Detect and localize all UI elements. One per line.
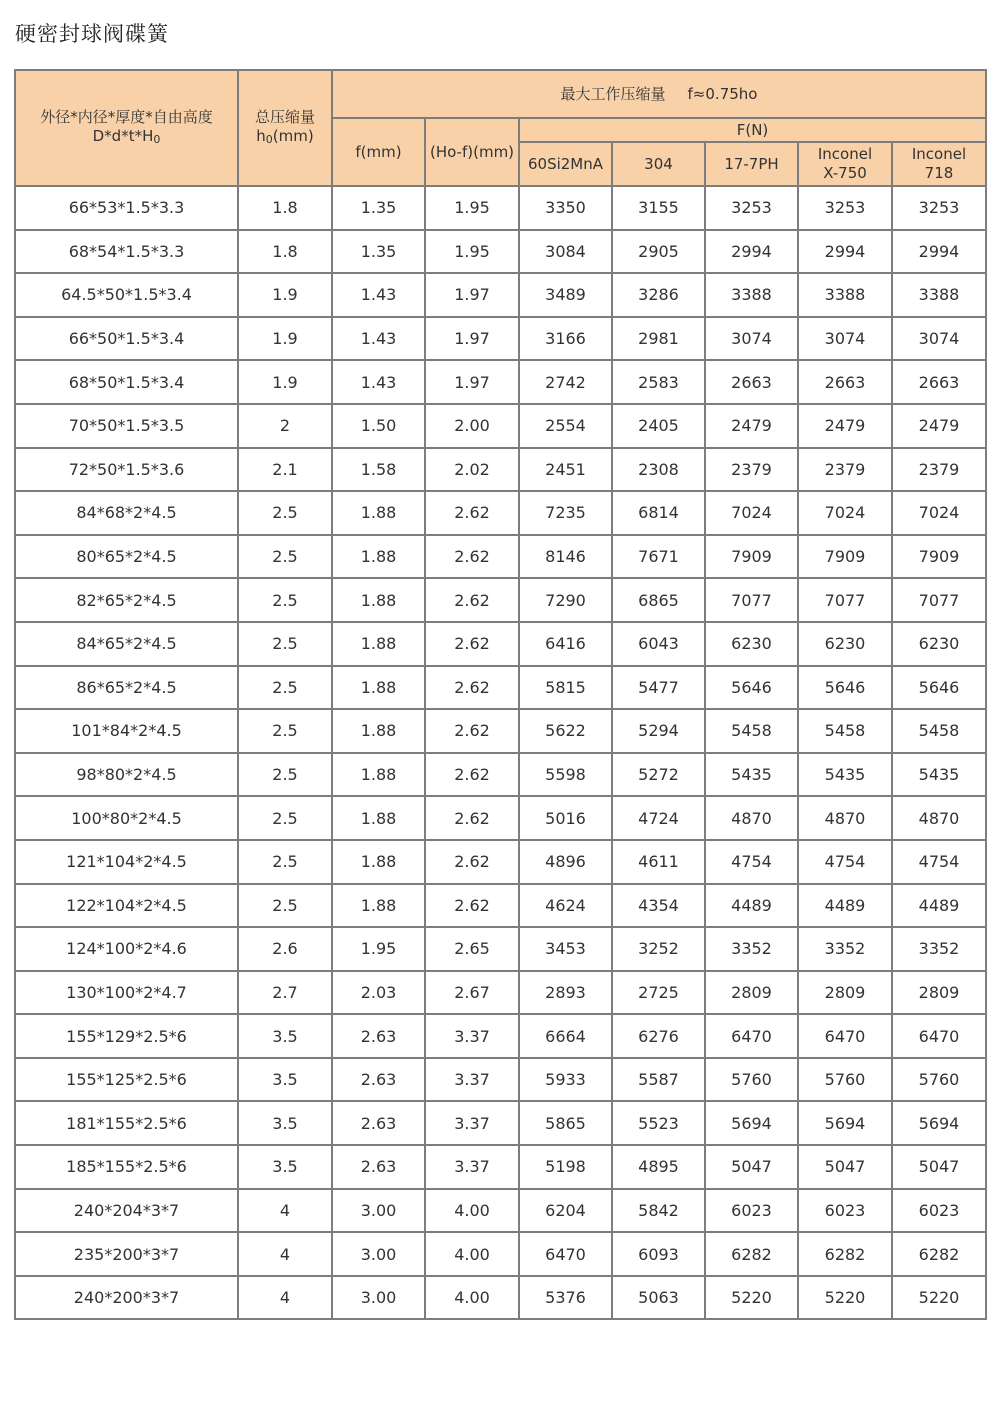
- header-material: [705, 142, 798, 186]
- table-row: [15, 1232, 986, 1276]
- table-cell: 2554: [519, 404, 612, 448]
- table-cell: 4: [238, 1232, 332, 1276]
- table-cell: 3.00: [332, 1232, 425, 1276]
- table-cell: 2.00: [425, 404, 519, 448]
- table-cell: 2379: [798, 448, 892, 492]
- table-cell: 1.95: [425, 186, 519, 230]
- table-cell: 235*200*3*7: [15, 1232, 238, 1276]
- table-cell: 6023: [892, 1189, 986, 1233]
- table-cell: 3388: [798, 273, 892, 317]
- table-cell: 4724: [612, 796, 705, 840]
- table-cell: 4: [238, 1189, 332, 1233]
- header-total-compression-line1: 总压缩量: [254, 107, 315, 126]
- table-cell: 3388: [892, 273, 986, 317]
- table-cell: 84*68*2*4.5: [15, 491, 238, 535]
- table-cell: 1.8: [238, 186, 332, 230]
- table-cell: 5220: [798, 1276, 892, 1320]
- table-cell: 5272: [612, 753, 705, 797]
- table-cell: 121*104*2*4.5: [15, 840, 238, 884]
- header-row-1: [15, 70, 986, 118]
- header-max-working-compression: [332, 70, 986, 118]
- table-cell: 2905: [612, 230, 705, 274]
- table-cell: 4624: [519, 884, 612, 928]
- table-cell: 2809: [798, 971, 892, 1015]
- table-cell: 5815: [519, 666, 612, 710]
- table-cell: 2.5: [238, 535, 332, 579]
- header-dimensions-line2: [16, 127, 237, 149]
- table-cell: 3286: [612, 273, 705, 317]
- table-cell: 1.8: [238, 230, 332, 274]
- table-cell: 5435: [892, 753, 986, 797]
- table-cell: 3253: [892, 186, 986, 230]
- table-row: [15, 1014, 986, 1058]
- table-cell: 98*80*2*4.5: [15, 753, 238, 797]
- table-cell: 1.9: [238, 360, 332, 404]
- table-cell: 3352: [892, 927, 986, 971]
- table-row: [15, 840, 986, 884]
- table-cell: 6023: [705, 1189, 798, 1233]
- table-cell: 2.62: [425, 796, 519, 840]
- table-row: [15, 1058, 986, 1102]
- table-cell: 3.37: [425, 1058, 519, 1102]
- table-row: [15, 186, 986, 230]
- table-cell: 4754: [705, 840, 798, 884]
- table-cell: 5646: [798, 666, 892, 710]
- table-cell: 1.43: [332, 273, 425, 317]
- table-cell: 7909: [705, 535, 798, 579]
- table-cell: 1.50: [332, 404, 425, 448]
- table-cell: 80*65*2*4.5: [15, 535, 238, 579]
- table-cell: 7024: [705, 491, 798, 535]
- table-cell: 3.37: [425, 1014, 519, 1058]
- table-cell: 6470: [519, 1232, 612, 1276]
- table-cell: 6230: [705, 622, 798, 666]
- table-row: [15, 1189, 986, 1233]
- table-cell: 1.88: [332, 622, 425, 666]
- table-cell: 3.5: [238, 1101, 332, 1145]
- header-total-compression-prefix: h: [256, 126, 266, 145]
- table-cell: 4870: [705, 796, 798, 840]
- table-cell: 2.5: [238, 491, 332, 535]
- table-cell: 5047: [798, 1145, 892, 1189]
- table-cell: 3166: [519, 317, 612, 361]
- table-cell: 6664: [519, 1014, 612, 1058]
- table-cell: 86*65*2*4.5: [15, 666, 238, 710]
- table-cell: 185*155*2.5*6: [15, 1145, 238, 1189]
- table-cell: 2.63: [332, 1014, 425, 1058]
- table-cell: 4.00: [425, 1189, 519, 1233]
- table-cell: 5435: [705, 753, 798, 797]
- table-cell: 68*54*1.5*3.3: [15, 230, 238, 274]
- table-cell: 2742: [519, 360, 612, 404]
- table-cell: 68*50*1.5*3.4: [15, 360, 238, 404]
- table-cell: 1.88: [332, 840, 425, 884]
- table-cell: 2893: [519, 971, 612, 1015]
- table-cell: 8146: [519, 535, 612, 579]
- table-cell: 1.58: [332, 448, 425, 492]
- table-cell: 64.5*50*1.5*3.4: [15, 273, 238, 317]
- material-line1: 304: [644, 154, 673, 173]
- table-cell: 6276: [612, 1014, 705, 1058]
- table-cell: 4870: [892, 796, 986, 840]
- table-cell: 3352: [798, 927, 892, 971]
- table-cell: 3.00: [332, 1276, 425, 1320]
- table-cell: 100*80*2*4.5: [15, 796, 238, 840]
- table-cell: 1.97: [425, 360, 519, 404]
- table-cell: 1.97: [425, 317, 519, 361]
- table-cell: 3253: [705, 186, 798, 230]
- table-cell: 3350: [519, 186, 612, 230]
- table-cell: 2.5: [238, 884, 332, 928]
- table-cell: 101*84*2*4.5: [15, 709, 238, 753]
- table-row: [15, 1101, 986, 1145]
- table-cell: 7024: [892, 491, 986, 535]
- table-row: [15, 971, 986, 1015]
- table-row: [15, 666, 986, 710]
- table-row: [15, 360, 986, 404]
- table-cell: 2308: [612, 448, 705, 492]
- table-cell: 1.35: [332, 186, 425, 230]
- table-cell: 5598: [519, 753, 612, 797]
- header-material: [519, 142, 612, 186]
- table-cell: 66*50*1.5*3.4: [15, 317, 238, 361]
- table-cell: 7235: [519, 491, 612, 535]
- table-cell: 4: [238, 1276, 332, 1320]
- table-cell: 5646: [892, 666, 986, 710]
- material-line2: X-750: [823, 164, 867, 182]
- table-cell: 3253: [798, 186, 892, 230]
- table-cell: 1.9: [238, 317, 332, 361]
- table-cell: 6470: [705, 1014, 798, 1058]
- table-cell: 5865: [519, 1101, 612, 1145]
- table-cell: 2809: [705, 971, 798, 1015]
- table-cell: 1.95: [332, 927, 425, 971]
- table-row: [15, 448, 986, 492]
- table-cell: 72*50*1.5*3.6: [15, 448, 238, 492]
- header-total-compression: [238, 70, 332, 186]
- material-line1: Inconel: [911, 145, 967, 163]
- table-cell: 5198: [519, 1145, 612, 1189]
- table-cell: 5622: [519, 709, 612, 753]
- table-cell: 3352: [705, 927, 798, 971]
- table-cell: 2.1: [238, 448, 332, 492]
- table-cell: 4896: [519, 840, 612, 884]
- table-cell: 2379: [892, 448, 986, 492]
- table-cell: 1.88: [332, 578, 425, 622]
- table-cell: 1.88: [332, 796, 425, 840]
- table-cell: 6470: [798, 1014, 892, 1058]
- table-cell: 6416: [519, 622, 612, 666]
- table-cell: 2.5: [238, 796, 332, 840]
- table-cell: 2994: [705, 230, 798, 274]
- table-cell: 5376: [519, 1276, 612, 1320]
- header-total-compression-line2: [239, 127, 331, 149]
- table-cell: 5458: [798, 709, 892, 753]
- table-cell: 240*200*3*7: [15, 1276, 238, 1320]
- header-dimensions-line1: 外径*内径*厚度*自由高度: [40, 107, 213, 126]
- table-cell: 1.88: [332, 491, 425, 535]
- table-cell: 5458: [705, 709, 798, 753]
- table-cell: 6204: [519, 1189, 612, 1233]
- table-cell: 2.62: [425, 840, 519, 884]
- table-cell: 5458: [892, 709, 986, 753]
- table-cell: 5220: [705, 1276, 798, 1320]
- table-cell: 1.95: [425, 230, 519, 274]
- table-cell: 3.5: [238, 1145, 332, 1189]
- header-max-working-formula: f≈0.75ho: [687, 84, 758, 103]
- disc-spring-spec-table: [14, 69, 987, 1320]
- material-line1: 17-7PH: [724, 154, 779, 173]
- table-cell: 2.02: [425, 448, 519, 492]
- header-force: F(N): [519, 118, 986, 142]
- table-cell: 2994: [892, 230, 986, 274]
- table-cell: 5523: [612, 1101, 705, 1145]
- table-cell: 2663: [892, 360, 986, 404]
- table-cell: 181*155*2.5*6: [15, 1101, 238, 1145]
- table-cell: 2.5: [238, 840, 332, 884]
- table-header: [15, 70, 986, 186]
- table-cell: 7290: [519, 578, 612, 622]
- table-cell: 240*204*3*7: [15, 1189, 238, 1233]
- table-cell: 4870: [798, 796, 892, 840]
- table-cell: 6470: [892, 1014, 986, 1058]
- table-cell: 1.88: [332, 535, 425, 579]
- table-row: [15, 404, 986, 448]
- table-cell: 4489: [705, 884, 798, 928]
- table-row: [15, 317, 986, 361]
- table-cell: 122*104*2*4.5: [15, 884, 238, 928]
- table-cell: 130*100*2*4.7: [15, 971, 238, 1015]
- table-cell: 3388: [705, 273, 798, 317]
- header-dimensions: [15, 70, 238, 186]
- header-max-working-label: 最大工作压缩量: [560, 84, 666, 103]
- table-cell: 2994: [798, 230, 892, 274]
- header-material: [798, 142, 892, 186]
- table-cell: 2.62: [425, 622, 519, 666]
- table-cell: 1.88: [332, 666, 425, 710]
- table-cell: 2663: [798, 360, 892, 404]
- table-cell: 1.9: [238, 273, 332, 317]
- table-cell: 5047: [705, 1145, 798, 1189]
- table-cell: 3.5: [238, 1058, 332, 1102]
- table-row: [15, 1276, 986, 1320]
- table-cell: 2981: [612, 317, 705, 361]
- table-cell: 6043: [612, 622, 705, 666]
- table-cell: 2.5: [238, 753, 332, 797]
- table-cell: 84*65*2*4.5: [15, 622, 238, 666]
- header-total-compression-suffix: (mm): [272, 126, 314, 145]
- table-cell: 3252: [612, 927, 705, 971]
- table-cell: 4611: [612, 840, 705, 884]
- header-ho-minus-f: (Ho-f)(mm): [425, 118, 519, 186]
- material-line1: 60Si2MnA: [527, 154, 604, 173]
- table-cell: 2479: [892, 404, 986, 448]
- table-cell: 4754: [892, 840, 986, 884]
- table-cell: 5435: [798, 753, 892, 797]
- table-row: [15, 491, 986, 535]
- table-row: [15, 709, 986, 753]
- table-cell: 7024: [798, 491, 892, 535]
- table-cell: 6230: [892, 622, 986, 666]
- table-cell: 2.03: [332, 971, 425, 1015]
- table-cell: 3074: [798, 317, 892, 361]
- table-cell: 5063: [612, 1276, 705, 1320]
- table-cell: 1.88: [332, 709, 425, 753]
- table-cell: 2.63: [332, 1058, 425, 1102]
- table-cell: 4489: [892, 884, 986, 928]
- material-line1: Inconel: [817, 145, 873, 163]
- table-cell: 5694: [798, 1101, 892, 1145]
- table-cell: 2.67: [425, 971, 519, 1015]
- table-cell: 7909: [892, 535, 986, 579]
- table-row: [15, 622, 986, 666]
- table-cell: 7077: [705, 578, 798, 622]
- table-cell: 70*50*1.5*3.5: [15, 404, 238, 448]
- table-cell: 2.62: [425, 491, 519, 535]
- table-cell: 7077: [892, 578, 986, 622]
- table-cell: 2.5: [238, 622, 332, 666]
- table-cell: 5047: [892, 1145, 986, 1189]
- page-title: 硬密封球阀碟簧: [15, 22, 169, 46]
- table-cell: 2.62: [425, 753, 519, 797]
- table-cell: 2.7: [238, 971, 332, 1015]
- table-cell: 2.65: [425, 927, 519, 971]
- header-total-compression-sub: 0: [265, 132, 273, 146]
- table-cell: 6865: [612, 578, 705, 622]
- table-cell: 2.62: [425, 535, 519, 579]
- material-line2: 718: [924, 164, 954, 182]
- header-material: [892, 142, 986, 186]
- table-row: [15, 230, 986, 274]
- table-cell: 4895: [612, 1145, 705, 1189]
- table-cell: 5477: [612, 666, 705, 710]
- table-row: [15, 1145, 986, 1189]
- table-cell: 7671: [612, 535, 705, 579]
- table-cell: 5760: [798, 1058, 892, 1102]
- table-cell: 5760: [705, 1058, 798, 1102]
- table-cell: 3.00: [332, 1189, 425, 1233]
- table-cell: 2.6: [238, 927, 332, 971]
- table-cell: 5016: [519, 796, 612, 840]
- table-row: [15, 796, 986, 840]
- table-cell: 2.62: [425, 578, 519, 622]
- table-cell: 2451: [519, 448, 612, 492]
- header-dimensions-sub: 0: [153, 132, 161, 146]
- table-cell: 4.00: [425, 1276, 519, 1320]
- table-cell: 2: [238, 404, 332, 448]
- header-material: [612, 142, 705, 186]
- table-cell: 5646: [705, 666, 798, 710]
- table-cell: 2.5: [238, 666, 332, 710]
- table-cell: 1.43: [332, 360, 425, 404]
- header-dimensions-prefix: D*d*t*H: [92, 126, 154, 145]
- table-cell: 2583: [612, 360, 705, 404]
- table-cell: 2.62: [425, 884, 519, 928]
- table-cell: 1.97: [425, 273, 519, 317]
- table-row: [15, 535, 986, 579]
- table-row: [15, 273, 986, 317]
- table-cell: 5220: [892, 1276, 986, 1320]
- table-cell: 6282: [798, 1232, 892, 1276]
- table-cell: 1.88: [332, 884, 425, 928]
- table-cell: 2.5: [238, 578, 332, 622]
- table-cell: 5294: [612, 709, 705, 753]
- table-cell: 2405: [612, 404, 705, 448]
- table-cell: 7909: [798, 535, 892, 579]
- table-cell: 1.35: [332, 230, 425, 274]
- table-body: [15, 186, 986, 1319]
- table-row: [15, 578, 986, 622]
- table-cell: 3084: [519, 230, 612, 274]
- table-cell: 5933: [519, 1058, 612, 1102]
- table-cell: 4354: [612, 884, 705, 928]
- table-cell: 4.00: [425, 1232, 519, 1276]
- table-cell: 2.62: [425, 709, 519, 753]
- table-cell: 1.43: [332, 317, 425, 361]
- table-cell: 124*100*2*4.6: [15, 927, 238, 971]
- table-cell: 2.62: [425, 666, 519, 710]
- table-cell: 155*125*2.5*6: [15, 1058, 238, 1102]
- table-cell: 5760: [892, 1058, 986, 1102]
- table-cell: 155*129*2.5*6: [15, 1014, 238, 1058]
- table-cell: 6230: [798, 622, 892, 666]
- table-cell: 6023: [798, 1189, 892, 1233]
- table-cell: 3453: [519, 927, 612, 971]
- table-cell: 2479: [705, 404, 798, 448]
- table-cell: 6814: [612, 491, 705, 535]
- header-f: f(mm): [332, 118, 425, 186]
- table-cell: 2.5: [238, 709, 332, 753]
- table-cell: 2379: [705, 448, 798, 492]
- table-row: [15, 927, 986, 971]
- table-cell: 3489: [519, 273, 612, 317]
- table-cell: 3074: [892, 317, 986, 361]
- table-cell: 66*53*1.5*3.3: [15, 186, 238, 230]
- table-cell: 7077: [798, 578, 892, 622]
- table-cell: 3155: [612, 186, 705, 230]
- table-cell: 2663: [705, 360, 798, 404]
- table-cell: 6093: [612, 1232, 705, 1276]
- table-cell: 6282: [892, 1232, 986, 1276]
- table-cell: 5587: [612, 1058, 705, 1102]
- table-row: [15, 884, 986, 928]
- table-cell: 3.5: [238, 1014, 332, 1058]
- table-cell: 5694: [892, 1101, 986, 1145]
- table-cell: 2.63: [332, 1101, 425, 1145]
- table-cell: 3.37: [425, 1101, 519, 1145]
- table-row: [15, 753, 986, 797]
- table-cell: 1.88: [332, 753, 425, 797]
- table-cell: 2479: [798, 404, 892, 448]
- table-cell: 5842: [612, 1189, 705, 1233]
- table-cell: 5694: [705, 1101, 798, 1145]
- table-cell: 3074: [705, 317, 798, 361]
- table-cell: 2809: [892, 971, 986, 1015]
- table-cell: 3.37: [425, 1145, 519, 1189]
- table-cell: 82*65*2*4.5: [15, 578, 238, 622]
- table-cell: 6282: [705, 1232, 798, 1276]
- table-cell: 4754: [798, 840, 892, 884]
- table-cell: 2725: [612, 971, 705, 1015]
- table-cell: 2.63: [332, 1145, 425, 1189]
- table-cell: 4489: [798, 884, 892, 928]
